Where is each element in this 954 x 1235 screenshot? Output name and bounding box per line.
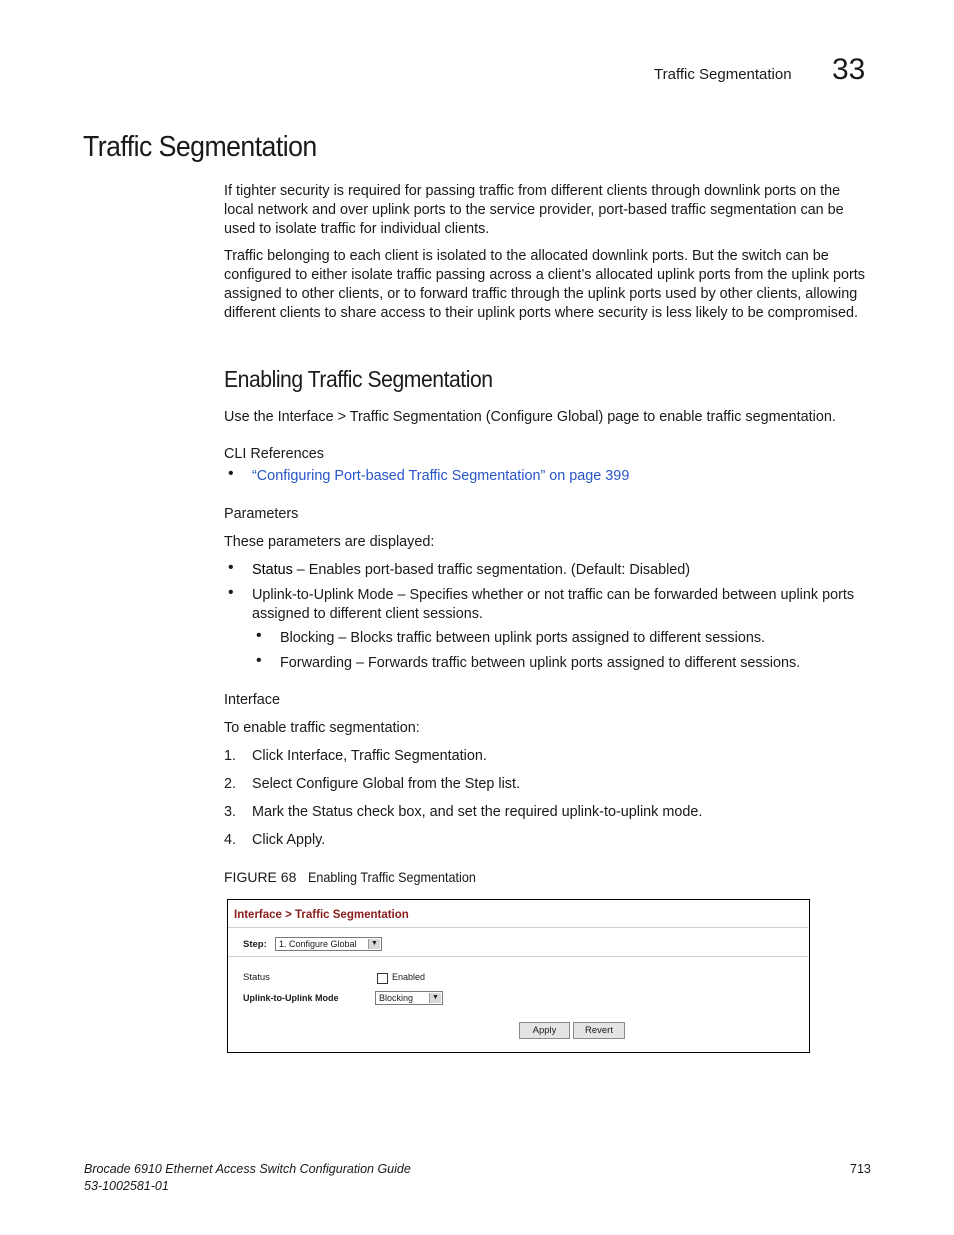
uplink-mode-label: Uplink-to-Uplink Mode: [243, 993, 339, 1003]
mode-name: Blocking: [280, 630, 335, 646]
step-number: 3.: [224, 804, 237, 820]
divider: [228, 956, 808, 957]
step-select-value: 1. Configure Global: [279, 939, 357, 949]
page-title: Traffic Segmentation: [83, 131, 317, 163]
param-desc: – Specifies whether or not traffic can be forwarded between uplink ports assigned to different client sessions.: [252, 587, 855, 622]
status-label: Status: [243, 972, 270, 983]
mode-desc: – Blocks traffic between uplink ports assigned to different sessions.: [334, 630, 766, 646]
step-text: Mark the Status check box, and set the required uplink-to-uplink mode.: [252, 804, 703, 820]
step-number: 2.: [224, 776, 237, 792]
section-heading: Enabling Traffic Segmentation: [224, 366, 493, 392]
running-header-title: Traffic Segmentation: [654, 66, 792, 83]
figure-label: FIGURE 68: [224, 869, 297, 885]
bullet-icon: •: [228, 559, 234, 576]
param-uplink-mode: [252, 586, 862, 624]
parameters-lead: These parameters are displayed:: [224, 534, 435, 550]
step-number: 4.: [224, 832, 237, 848]
footer-doc-number: 53-1002581-01: [84, 1179, 169, 1193]
status-checkbox[interactable]: [377, 973, 388, 984]
intro-paragraph-1: If tighter security is required for passing traffic from different clients through downlink ports on the local network and over uplink ports to the service provider, port-based traffic segmentation can be used to isolate traffic for individual clients.: [224, 183, 844, 237]
param-name: Status: [252, 562, 293, 578]
bullet-icon: •: [256, 627, 262, 644]
mode-forwarding: [280, 654, 870, 673]
parameters-heading: Parameters: [224, 506, 299, 522]
param-status: [252, 561, 862, 580]
mode-desc: – Forwards traffic between uplink ports assigned to different sessions.: [351, 655, 801, 671]
param-desc: – Enables port-based traffic segmentation. (Default: Disabled): [292, 562, 691, 578]
chevron-down-icon: ▼: [368, 939, 380, 949]
apply-button[interactable]: Apply: [519, 1022, 570, 1039]
mode-name: Forwarding: [280, 655, 352, 671]
footer-doc-title: Brocade 6910 Ethernet Access Switch Configuration Guide: [84, 1162, 411, 1176]
param-name: Uplink-to-Uplink Mode: [252, 587, 394, 603]
uplink-mode-select-value: Blocking: [379, 993, 414, 1003]
intro-paragraph-2: Traffic belonging to each client is isolated to the allocated downlink ports. But the switch can be configured to either isolate traffic passing across a client’s allocated uplink ports from the uplink ports assigned to other clients, or to forward traffic through the uplink ports used by other clients, allowing different clients to share access to their uplink ports where security is less likely to be compromised.: [224, 248, 865, 321]
ui-screenshot: [227, 899, 810, 1053]
step-text: Click Interface, Traffic Segmentation.: [252, 748, 487, 764]
divider: [228, 927, 808, 928]
mode-blocking: [280, 629, 870, 648]
breadcrumb: Interface > Traffic Segmentation: [234, 909, 409, 921]
figure-title: Enabling Traffic Segmentation: [308, 869, 476, 885]
step-text: Select Configure Global from the Step list.: [252, 776, 520, 792]
cli-references-heading: CLI References: [224, 446, 324, 462]
section-lead: Use the Interface > Traffic Segmentation (Configure Global) page to enable traffic segmentation.: [224, 409, 836, 425]
status-checkbox-label: Enabled: [392, 972, 426, 982]
step-text: Click Apply.: [252, 832, 326, 848]
cli-reference-link[interactable]: “Configuring Port-based Traffic Segmentation” on page 399: [252, 468, 630, 484]
step-number: 1.: [224, 748, 237, 764]
bullet-icon: •: [228, 465, 234, 482]
chapter-number: 33: [832, 53, 866, 86]
step-label: Step:: [243, 939, 267, 950]
interface-lead: To enable traffic segmentation:: [224, 720, 420, 736]
bullet-icon: •: [228, 584, 234, 601]
uplink-mode-select[interactable]: [375, 991, 443, 1005]
bullet-icon: •: [256, 652, 262, 669]
chevron-down-icon: ▼: [429, 993, 441, 1003]
interface-heading: Interface: [224, 692, 280, 708]
page-number: 713: [850, 1162, 871, 1176]
step-select[interactable]: [275, 937, 382, 951]
revert-button[interactable]: Revert: [573, 1022, 625, 1039]
